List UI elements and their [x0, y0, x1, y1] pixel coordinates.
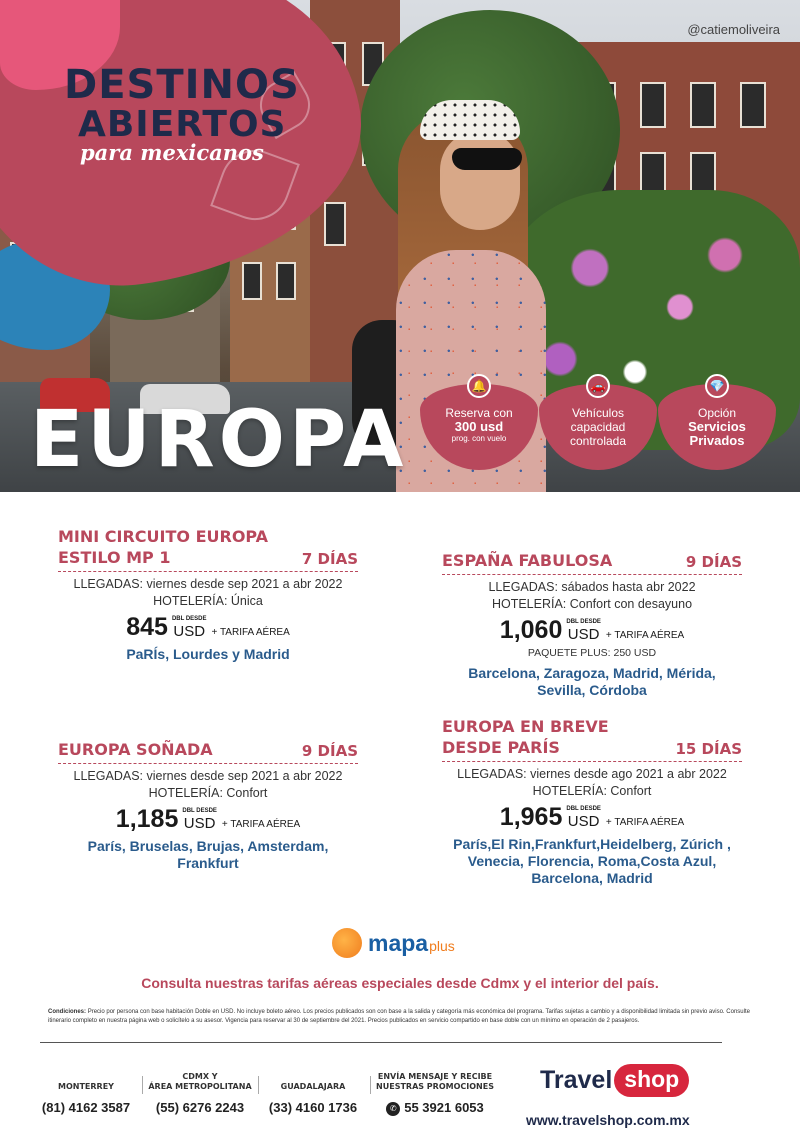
diamond-icon: 💎	[705, 374, 729, 398]
whatsapp-icon: ✆	[386, 1102, 400, 1116]
region-title: EUROPA	[30, 395, 408, 485]
package-europa-en-breve	[442, 716, 742, 887]
price-amount: 1,060	[499, 616, 563, 644]
package-plus: PAQUETE PLUS: 250 USD	[527, 647, 657, 659]
title-line-1: DESTINOS	[64, 62, 300, 108]
package-header	[442, 550, 742, 575]
price-amount: 1,965	[499, 803, 563, 831]
package-name: DESDE PARÍS	[442, 738, 560, 757]
hero-photo	[0, 0, 800, 492]
phone-number[interactable]: (33) 4160 1736	[268, 1100, 358, 1115]
separator	[142, 1076, 143, 1094]
badge-reserva: 🔔 Reserva con 300 usd prog. con vuelo	[420, 384, 538, 470]
arrivals: LLEGADAS: viernes desde ago 2021 a abr 2022	[457, 767, 727, 781]
package-header	[58, 526, 358, 572]
contact-monterrey: MONTERREY (81) 4162 3587	[41, 1082, 131, 1115]
price: 1,185 DBL DESDE USD + TARIFA AÉREA	[115, 805, 301, 833]
package-name: ESPAÑA FABULOSA	[442, 551, 613, 570]
consulta-text: Consulta nuestras tarifas aéreas especiales desde Cdmx y el interior del país.	[141, 975, 659, 991]
package-cities: PaRÍs, Lourdes y Madrid	[126, 646, 290, 662]
hotel-category: HOTELERÍA: Confort con desayuno	[491, 597, 693, 611]
badge-vehiculos: 🚗 Vehículos capacidad controlada	[539, 384, 657, 470]
conditions	[48, 1008, 758, 1026]
divider	[40, 1042, 722, 1043]
package-name: EUROPA EN BREVE	[442, 717, 609, 736]
car-icon: 🚗	[586, 374, 610, 398]
woman-face	[440, 130, 520, 230]
contact-cdmx: CDMX Y ÁREA METROPOLITANA (55) 6276 2243	[146, 1070, 254, 1115]
contact-whatsapp: ENVÍA MENSAJE Y RECIBE NUESTRAS PROMOCIONES ✆ 55 3921 6053	[376, 1072, 494, 1115]
bell-icon: 🔔	[467, 374, 491, 398]
hotel-category: HOTELERÍA: Única	[153, 594, 263, 608]
package-name: ESTILO MP 1	[58, 548, 171, 567]
price-amount: 845	[126, 613, 168, 641]
package-days: 9 DÍAS	[301, 742, 358, 760]
separator	[370, 1076, 371, 1094]
travelshop-logo: Travel shop	[540, 1064, 689, 1097]
price-amount: 1,185	[115, 805, 179, 833]
mapaplus-logo: mapa plus	[332, 928, 455, 958]
package-name: EUROPA SOÑADA	[58, 740, 213, 759]
package-days: 7 DÍAS	[301, 550, 358, 568]
instagram-handle: @catiemoliveira	[687, 22, 780, 37]
price: 1,060 DBL DESDE USD + TARIFA AÉREA	[499, 616, 685, 644]
price: 1,965 DBL DESDE USD + TARIFA AÉREA	[499, 803, 685, 831]
price: 845 DBL DESDE USD + TARIFA AÉREA	[126, 613, 290, 641]
hotel-category: HOTELERÍA: Confort	[148, 786, 268, 800]
contact-guadalajara: GUADALAJARA (33) 4160 1736	[262, 1070, 364, 1115]
package-header	[442, 716, 742, 762]
title-line-2: ABIERTOS	[78, 104, 287, 145]
sun-icon	[332, 928, 362, 958]
package-header	[58, 739, 358, 764]
hotel-category: HOTELERÍA: Confort	[532, 784, 652, 798]
package-name: MINI CIRCUITO EUROPA	[58, 527, 269, 546]
website-link[interactable]: www.travelshop.com.mx	[526, 1112, 690, 1128]
package-cities: París,El Rin,Frankfurt,Heidelberg, Zúrich , Venecia, Florencia, Roma,Costa Azul, Barcelona, Madrid	[453, 836, 731, 886]
package-days: 9 DÍAS	[685, 553, 742, 571]
arrivals: LLEGADAS: viernes desde sep 2021 a abr 2022	[73, 577, 343, 591]
package-cities: París, Bruselas, Brujas, Amsterdam, Frankfurt	[87, 838, 329, 871]
arrivals: LLEGADAS: sábados hasta abr 2022	[488, 580, 696, 594]
conditions-text: Precio por persona con base habitación Doble en USD. No incluye boleto aéreo. Los precios publicados son con base a la salida y categoría más económica del programa. Tarifas sujetas a cambio y a disponibilidad limitada sin previo aviso. Consulte itinerario completo en nuestra página web o solicítelo a su asesor. Vigencia para reservar al 30 de septiembre del 2021. Precios publicados en servicio compartido en base doble con un mínimo en operación de 2 pasajeros.	[48, 1009, 750, 1024]
badge-servicios: 💎 Opción Servicios Privados	[658, 384, 776, 470]
phone-number[interactable]: (81) 4162 3587	[41, 1100, 131, 1115]
separator	[258, 1076, 259, 1094]
package-espana-fabulosa	[442, 550, 742, 699]
phone-number[interactable]: 55 3921 6053	[404, 1100, 484, 1115]
phone-number[interactable]: (55) 6276 2243	[155, 1100, 245, 1115]
headband	[420, 100, 520, 140]
package-mini-circuito	[58, 526, 358, 663]
sunglasses	[452, 148, 522, 170]
title-subtitle: para mexicanos	[80, 140, 264, 165]
package-europa-sonada	[58, 739, 358, 872]
conditions-label: Condiciones:	[48, 1009, 87, 1015]
package-days: 15 DÍAS	[675, 740, 742, 758]
arrivals: LLEGADAS: viernes desde sep 2021 a abr 2022	[73, 769, 343, 783]
package-cities: Barcelona, Zaragoza, Madrid, Mérida, Sevilla, Córdoba	[468, 665, 716, 698]
